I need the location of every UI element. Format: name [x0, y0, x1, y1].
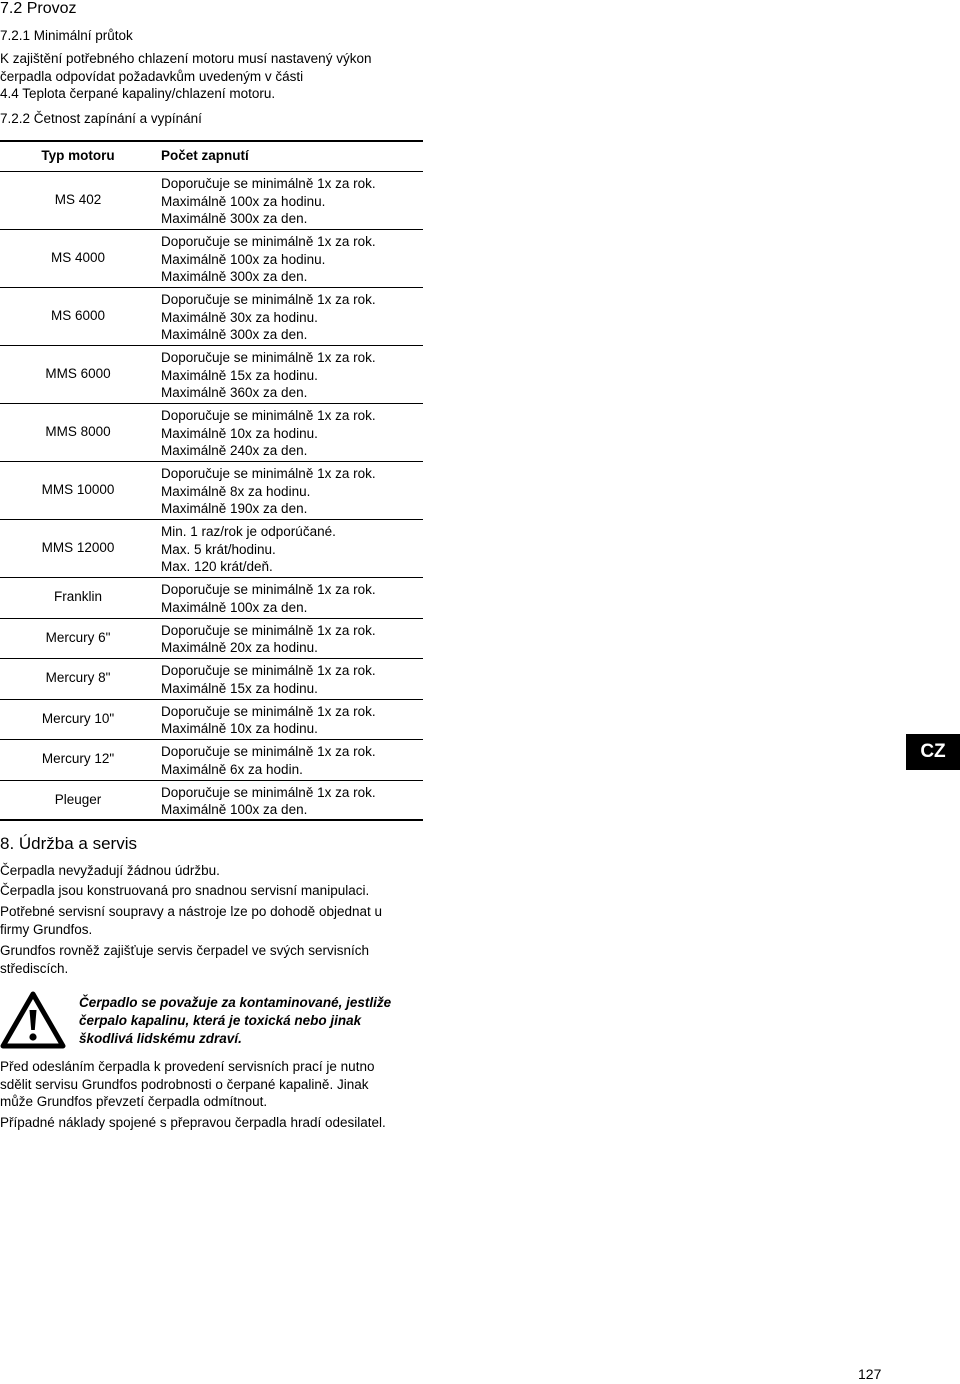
motor-type-cell: MS 4000 — [50, 250, 106, 265]
column-header-start-count: Počet zapnutí — [161, 148, 249, 163]
text-line: Doporučuje se minimálně 1x za rok. — [161, 350, 376, 365]
text-line: Čerpadla nevyžadují žádnou údržbu. — [0, 863, 220, 878]
text-line: Maximálně 6x za hodin. — [161, 761, 303, 777]
text-line: Max. 5 krát/hodinu. — [161, 541, 276, 557]
text-line: střediscích. — [0, 960, 69, 976]
motor-type-cell: MMS 8000 — [45, 424, 111, 439]
motor-type-cell: MMS 10000 — [41, 482, 115, 497]
section-title-8: 8. Údržba a servis — [0, 834, 137, 853]
paragraph-service-design — [0, 882, 420, 900]
table-row — [0, 659, 423, 700]
text-line: Maximálně 100x za hodinu. — [161, 193, 326, 209]
start-count-cell — [161, 622, 376, 657]
table-row — [0, 578, 423, 619]
text-line: škodlivá lidskému zdraví. — [79, 1031, 242, 1046]
table-row — [0, 230, 423, 288]
start-count-cell — [161, 703, 376, 738]
paragraph-minimum-flow — [0, 50, 420, 103]
text-line: Maximálně 100x za hodinu. — [161, 251, 326, 267]
text-line: Maximálně 300x za den. — [161, 269, 308, 284]
start-count-cell — [161, 465, 376, 518]
text-line: Maximálně 8x za hodinu. — [161, 483, 311, 499]
text-line: K zajištění potřebného chlazení motoru musí nastavený výkon — [0, 51, 372, 66]
table-row — [0, 740, 423, 781]
text-line: Doporučuje se minimálně 1x za rok. — [161, 582, 376, 597]
start-count-cell — [161, 662, 376, 697]
text-line: Doporučuje se minimálně 1x za rok. — [161, 466, 376, 481]
text-line: Max. 120 krát/deň. — [161, 559, 273, 574]
text-line: Maximálně 300x za den. — [161, 211, 308, 226]
subsection-title-7-2-1: 7.2.1 Minimální průtok — [0, 28, 133, 43]
table-row — [0, 462, 423, 520]
text-line: Čerpadla jsou konstruovaná pro snadnou servisní manipulaci. — [0, 883, 370, 898]
motor-type-cell: MMS 6000 — [45, 366, 111, 381]
paragraph-transport-costs — [0, 1114, 420, 1132]
section-title-7-2: 7.2 Provoz — [0, 0, 77, 17]
text-line: Maximálně 15x za hodinu. — [161, 680, 318, 696]
table-top-rule — [0, 140, 423, 142]
text-line: čerpadla odpovídat požadavkům uvedeným v části — [0, 68, 304, 84]
text-line: Maximálně 360x za den. — [161, 385, 308, 400]
text-line: Maximálně 240x za den. — [161, 443, 308, 458]
start-count-cell — [161, 407, 376, 460]
warning-triangle-icon — [0, 991, 66, 1049]
language-tab: CZ — [906, 734, 960, 770]
table-row — [0, 781, 423, 822]
text-line: Grundfos rovněž zajišťuje servis čerpadel ve svých servisních — [0, 943, 369, 958]
text-line: Maximálně 10x za hodinu. — [161, 721, 318, 736]
start-count-cell — [161, 175, 376, 228]
text-line: Maximálně 20x za hodinu. — [161, 640, 318, 655]
paragraph-no-maintenance — [0, 862, 420, 880]
text-line: Maximálně 100x za den. — [161, 802, 308, 817]
paragraph-service-kits — [0, 903, 420, 938]
text-line: firmy Grundfos. — [0, 921, 93, 937]
motor-type-cell: Franklin — [53, 589, 102, 605]
text-line: Doporučuje se minimálně 1x za rok. — [161, 176, 376, 191]
text-line: Doporučuje se minimálně 1x za rok. — [161, 703, 376, 719]
text-line: Doporučuje se minimálně 1x za rok. — [161, 292, 376, 307]
motor-type-cell: MS 6000 — [50, 308, 106, 323]
table-row — [0, 700, 423, 741]
text-line: Doporučuje se minimálně 1x za rok. — [161, 663, 376, 678]
table-row — [0, 619, 423, 660]
text-line: Před odesláním čerpadla k provedení servisních prací je nutno — [0, 1059, 375, 1074]
start-count-cell — [161, 784, 376, 819]
text-line: čerpalo kapalinu, která je toxická nebo jinak — [79, 1013, 362, 1028]
table-row — [0, 288, 423, 346]
page-number: 127 — [858, 1366, 882, 1382]
motor-type-cell: Mercury 6" — [45, 629, 111, 645]
motor-type-cell: MMS 12000 — [41, 540, 115, 555]
text-line: Doporučuje se minimálně 1x za rok. — [161, 622, 376, 638]
motor-type-cell: Mercury 8" — [45, 670, 111, 686]
text-line: Případné náklady spojené s přepravou čerpadla hradí odesilatel. — [0, 1115, 386, 1130]
text-line: Doporučuje se minimálně 1x za rok. — [161, 744, 376, 759]
text-line: Doporučuje se minimálně 1x za rok. — [161, 408, 376, 423]
text-line: Doporučuje se minimálně 1x za rok. — [161, 784, 376, 800]
motor-type-cell: Mercury 12" — [41, 751, 115, 767]
motor-type-cell: MS 402 — [54, 192, 102, 207]
subsection-title-7-2-2: 7.2.2 Četnost zapínání a vypínání — [0, 111, 202, 126]
start-count-cell — [161, 233, 376, 286]
text-line: Maximálně 300x za den. — [161, 327, 308, 342]
paragraph-service-centres — [0, 942, 420, 977]
motor-type-cell: Pleuger — [54, 791, 102, 807]
text-line: Maximálně 10x za hodinu. — [161, 425, 318, 441]
table-row — [0, 404, 423, 462]
text-line: Maximálně 190x za den. — [161, 501, 308, 516]
table-row — [0, 172, 423, 230]
text-line: Min. 1 raz/rok je odporúčané. — [161, 524, 336, 539]
text-line: 4.4 Teplota čerpané kapaliny/chlazení motoru. — [0, 86, 276, 101]
text-line: Potřebné servisní soupravy a nástroje lze po dohodě objednat u — [0, 904, 383, 919]
motor-type-cell: Mercury 10" — [41, 710, 115, 726]
text-line: Doporučuje se minimálně 1x za rok. — [161, 234, 376, 249]
table-row — [0, 520, 423, 578]
text-line: Čerpadlo se považuje za kontaminované, jestliže — [79, 995, 392, 1010]
text-line: Maximálně 15x za hodinu. — [161, 367, 318, 383]
table-row — [0, 346, 423, 404]
text-line: může Grundfos převzetí čerpadla odmítnout. — [0, 1094, 268, 1109]
start-count-cell — [161, 581, 376, 616]
start-count-cell — [161, 523, 336, 576]
column-header-motor-type: Typ motoru — [41, 148, 115, 163]
text-line: Maximálně 30x za hodinu. — [161, 309, 318, 325]
start-count-cell — [161, 349, 376, 402]
text-line: Maximálně 100x za den. — [161, 599, 308, 615]
row-rule — [0, 819, 423, 821]
start-count-cell — [161, 291, 376, 344]
start-count-cell — [161, 743, 376, 778]
paragraph-before-sending — [0, 1058, 420, 1111]
warning-message — [79, 994, 391, 1048]
text-line: sdělit servisu Grundfos podrobnosti o čerpané kapalině. Jinak — [0, 1076, 369, 1092]
